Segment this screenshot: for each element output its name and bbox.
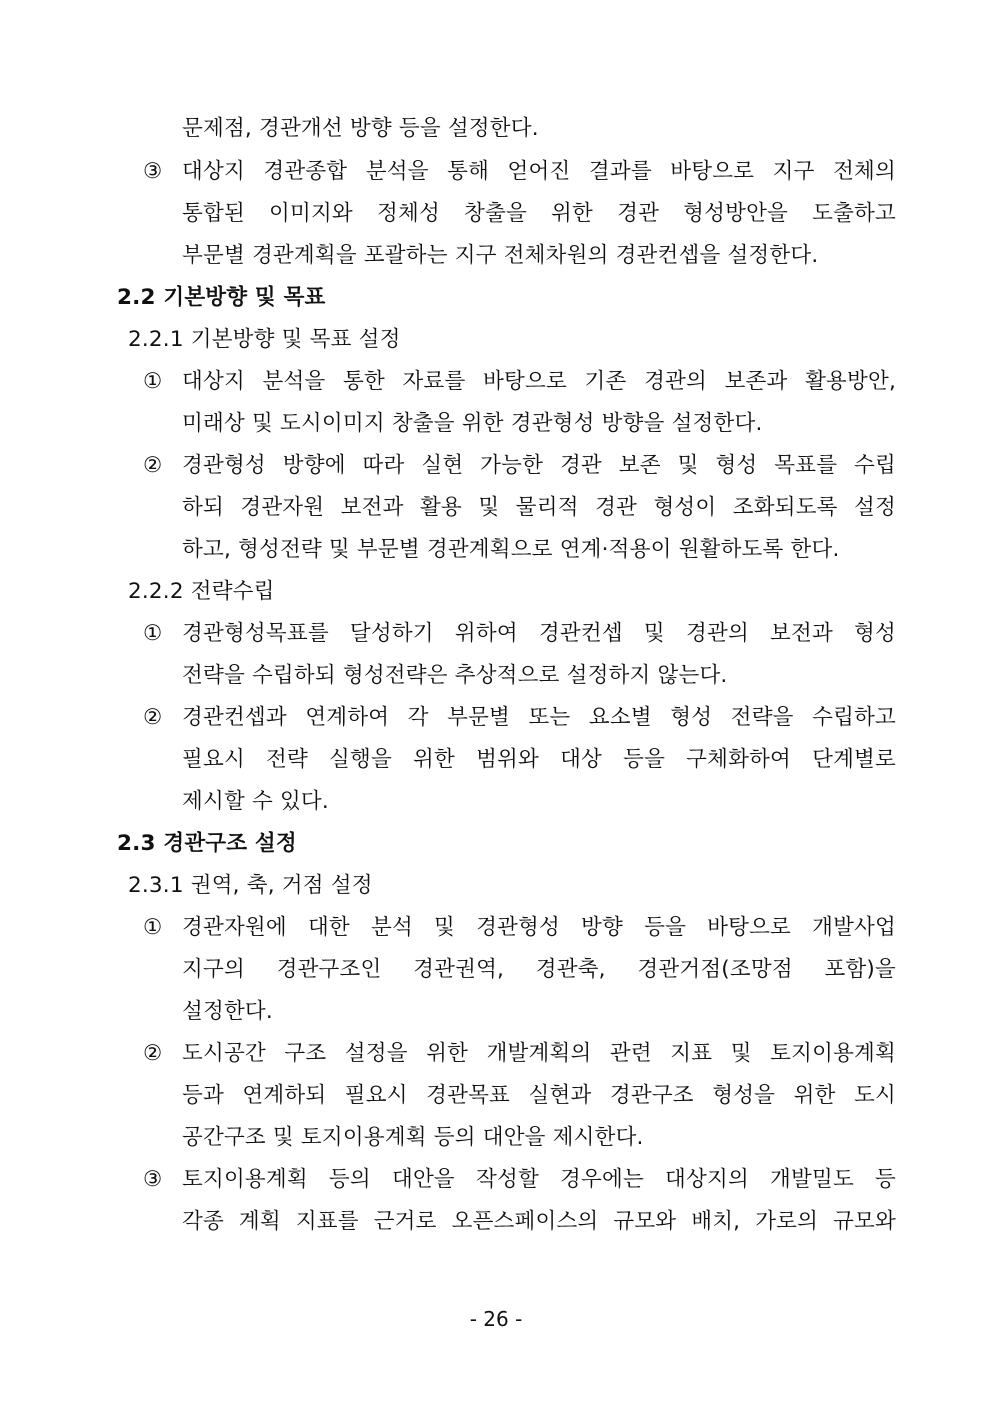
body-line: 문제점, 경관개선 방향 등을 설정한다. bbox=[182, 116, 539, 141]
item-number-2: ② bbox=[143, 453, 163, 478]
subsection-heading-2-3-1: 2.3.1 권역, 축, 거점 설정 bbox=[128, 873, 373, 898]
body-line: 경관컨셉과 연계하여 각 부문별 또는 요소별 형성 전략을 수립하고 bbox=[182, 705, 896, 730]
body-line: 도시공간 구조 설정을 위한 개발계획의 관련 지표 및 토지이용계획 bbox=[182, 1041, 896, 1066]
page-number: - 26 - bbox=[469, 1307, 523, 1331]
body-line: 설정한다. bbox=[182, 999, 273, 1024]
item-number-2: ② bbox=[143, 1041, 163, 1066]
body-line: 경관자원에 대한 분석 및 경관형성 방향 등을 바탕으로 개발사업 bbox=[182, 915, 896, 940]
body-line: 필요시 전략 실행을 위한 범위와 대상 등을 구체화하여 단계별로 bbox=[182, 747, 896, 772]
item-number-3: ③ bbox=[143, 1167, 163, 1192]
body-line: 대상지 경관종합 분석을 통해 얻어진 결과를 바탕으로 지구 전체의 bbox=[182, 159, 896, 184]
item-number-1: ① bbox=[143, 621, 163, 646]
body-line: 각종 계획 지표를 근거로 오픈스페이스의 규모와 배치, 가로의 규모와 bbox=[182, 1209, 896, 1234]
section-heading-2-2: 2.2 기본방향 및 목표 bbox=[117, 285, 326, 310]
body-line: 하되 경관자원 보전과 활용 및 물리적 경관 형성이 조화되도록 설정 bbox=[182, 495, 896, 520]
item-number-3: ③ bbox=[143, 159, 163, 184]
body-line: 경관형성목표를 달성하기 위하여 경관컨셉 및 경관의 보전과 형성 bbox=[182, 621, 896, 646]
body-line: 부문별 경관계획을 포괄하는 지구 전체차원의 경관컨셉을 설정한다. bbox=[182, 243, 819, 268]
body-line: 대상지 분석을 통한 자료를 바탕으로 기존 경관의 보존과 활용방안, bbox=[182, 369, 896, 394]
body-line: 제시할 수 있다. bbox=[182, 789, 329, 814]
body-line: 경관형성 방향에 따라 실현 가능한 경관 보존 및 형성 목표를 수립 bbox=[182, 453, 896, 478]
body-line: 전략을 수립하되 형성전략은 추상적으로 설정하지 않는다. bbox=[182, 663, 728, 688]
item-number-1: ① bbox=[143, 915, 163, 940]
body-line: 미래상 및 도시이미지 창출을 위한 경관형성 방향을 설정한다. bbox=[182, 411, 763, 436]
body-line: 하고, 형성전략 및 부문별 경관계획으로 연계·적용이 원활하도록 한다. bbox=[182, 537, 840, 562]
section-heading-2-3: 2.3 경관구조 설정 bbox=[117, 831, 297, 856]
body-line: 토지이용계획 등의 대안을 작성할 경우에는 대상지의 개발밀도 등 bbox=[182, 1167, 896, 1192]
item-number-1: ① bbox=[143, 369, 163, 394]
body-line: 공간구조 및 토지이용계획 등의 대안을 제시한다. bbox=[182, 1125, 644, 1150]
body-line: 등과 연계하되 필요시 경관목표 실현과 경관구조 형성을 위한 도시 bbox=[182, 1083, 896, 1108]
body-line: 통합된 이미지와 정체성 창출을 위한 경관 형성방안을 도출하고 bbox=[182, 201, 896, 226]
subsection-heading-2-2-2: 2.2.2 전략수립 bbox=[128, 579, 275, 604]
subsection-heading-2-2-1: 2.2.1 기본방향 및 목표 설정 bbox=[128, 327, 401, 352]
item-number-2: ② bbox=[143, 705, 163, 730]
body-line: 지구의 경관구조인 경관권역, 경관축, 경관거점(조망점 포함)을 bbox=[182, 957, 896, 982]
